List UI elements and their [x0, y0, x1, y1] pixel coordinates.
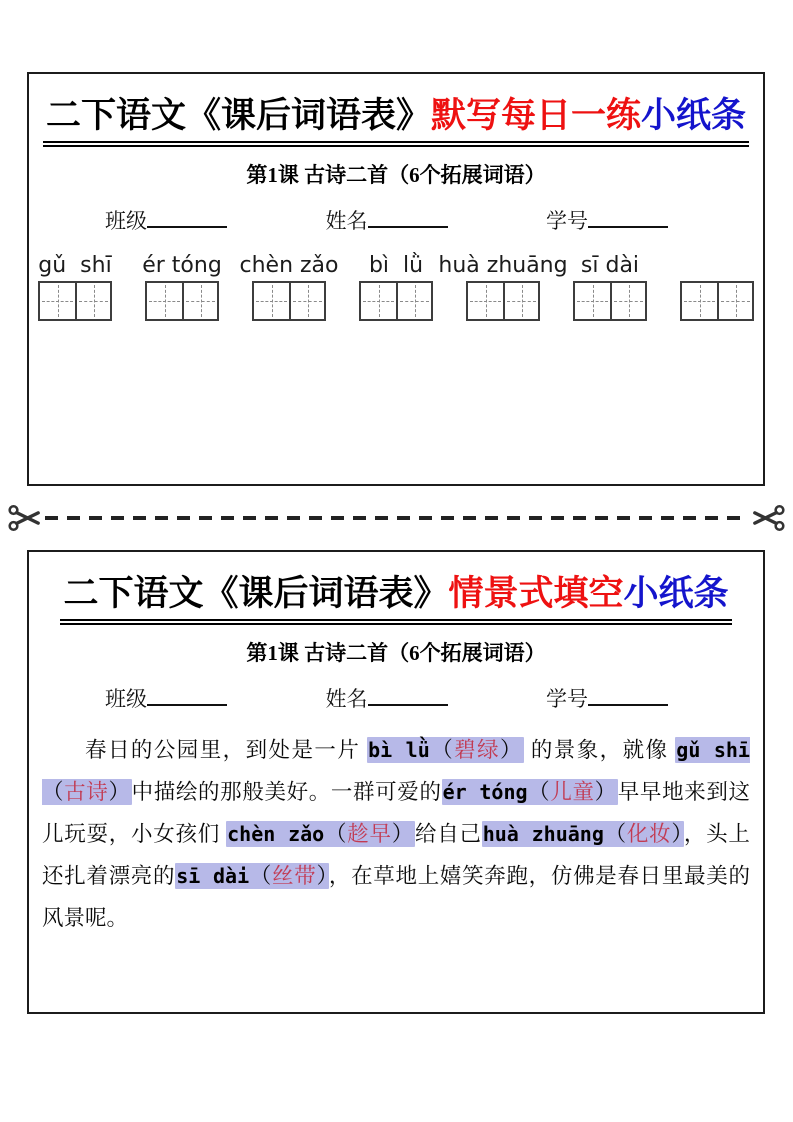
pinyin-label: chèn zǎo: [239, 253, 339, 278]
number-blank-line: [588, 685, 668, 706]
pinyin-word-group: [359, 251, 433, 321]
grid-cell: [717, 283, 752, 319]
pinyin-hint: chèn zǎo: [227, 822, 325, 846]
class-field: [105, 683, 227, 713]
writing-grid: [38, 281, 112, 321]
fill-blank: chèn zǎo（趁早）: [227, 822, 414, 846]
number-field: [546, 205, 668, 235]
dictation-slip: [27, 72, 765, 486]
pinyin-word-group: [680, 251, 754, 321]
writing-grid: [680, 281, 754, 321]
student-info-row: [29, 683, 763, 713]
student-info-row: [29, 205, 763, 235]
grid-cell: [503, 283, 538, 319]
pinyin-word-group: [239, 251, 339, 321]
name-field: [326, 683, 448, 713]
cut-line-divider: [7, 501, 786, 535]
slip-title: [43, 88, 749, 147]
answer-word: 丝带: [272, 864, 317, 888]
answer-word: 趁早: [347, 822, 392, 846]
answer-word: 化妆: [626, 822, 672, 846]
slip-title: [60, 566, 731, 625]
story-paragraph: 春日的公园里，到处是一片 bì lǜ（碧绿） 的景象，就像 gǔ shī（古诗）中描绘的那般美好。一群可爱的ér tóng（儿童）早早地来到这儿玩耍，小女孩们 chèn zǎo（趁早）给自己huà zhuāng（化妆），头上还扎着漂亮的sī dài（丝带），在草地上嬉笑奔跑，仿佛是春日里最美的风景呢。: [42, 738, 750, 930]
pinyin-hint: sī dài: [176, 864, 250, 888]
grid-cell: [575, 283, 610, 319]
pinyin-hint: huà zhuāng: [482, 822, 604, 846]
grid-cell: [182, 283, 217, 319]
fill-blank: huà zhuāng（化妆）: [482, 822, 683, 846]
fill-blank: gǔ shī（古诗）: [42, 738, 750, 804]
answer-word: 儿童: [550, 780, 595, 804]
writing-grid: [145, 281, 219, 321]
pinyin-word-group: [573, 251, 647, 321]
scissors-icon: [7, 501, 41, 535]
pinyin-word-group: [142, 251, 222, 321]
fill-blank: sī dài（丝带）: [176, 864, 328, 888]
name-field: [326, 205, 448, 235]
number-field: [546, 683, 668, 713]
pinyin-hint: ér tóng: [442, 780, 528, 804]
class-blank-line: [147, 685, 227, 706]
fill-blank: bì lǜ（碧绿）: [368, 738, 523, 762]
number-blank-line: [588, 207, 668, 228]
dashed-cut-line: [45, 516, 748, 520]
slip-title-row: [29, 88, 763, 147]
title-part-red: 情景式填空: [448, 574, 624, 613]
class-label: 班级: [105, 687, 147, 711]
grid-cell: [610, 283, 645, 319]
pinyin-label: huà zhuāng: [438, 253, 568, 278]
title-part-black: 二下语文《课后词语表》: [45, 96, 431, 135]
grid-cell: [682, 283, 717, 319]
lesson-subtitle: 第1课 古诗二首（6个拓展词语）: [246, 641, 546, 665]
pinyin-grid-row: [29, 251, 763, 321]
pinyin-label: ér tóng: [142, 253, 222, 278]
title-part-black: 二下语文《课后词语表》: [63, 574, 449, 613]
grid-cell: [361, 283, 396, 319]
pinyin-hint: gǔ shī: [676, 738, 750, 762]
title-part-blue: 小纸条: [623, 574, 729, 613]
pinyin-word-group: [38, 251, 112, 321]
class-blank-line: [147, 207, 227, 228]
grid-cell: [75, 283, 110, 319]
pinyin-label: sī dài: [580, 253, 640, 278]
writing-grid: [359, 281, 433, 321]
pinyin-word-group: [438, 251, 568, 321]
name-label: 姓名: [325, 687, 368, 711]
class-field: [105, 205, 227, 235]
number-label: 学号: [546, 687, 588, 711]
name-blank-line: [368, 685, 448, 706]
name-label: 姓名: [325, 209, 368, 233]
answer-word: 碧绿: [454, 738, 501, 762]
grid-cell: [40, 283, 75, 319]
answer-word: 古诗: [64, 780, 109, 804]
writing-grid: [466, 281, 540, 321]
fill-in-slip: [27, 550, 765, 1014]
name-blank-line: [368, 207, 448, 228]
pinyin-label: bì lǜ: [368, 253, 424, 278]
grid-cell: [147, 283, 182, 319]
lesson-subtitle: 第1课 古诗二首（6个拓展词语）: [246, 163, 546, 187]
grid-cell: [468, 283, 503, 319]
writing-grid: [573, 281, 647, 321]
number-label: 学号: [546, 209, 588, 233]
slip-title-row: [29, 566, 763, 625]
fill-blank: ér tóng（儿童）: [442, 780, 617, 804]
scissors-icon: [752, 501, 786, 535]
pinyin-hint: bì lǜ: [368, 738, 430, 762]
class-label: 班级: [105, 209, 147, 233]
grid-cell: [289, 283, 324, 319]
writing-grid: [252, 281, 326, 321]
title-part-blue: 小纸条: [641, 96, 747, 135]
grid-cell: [396, 283, 431, 319]
grid-cell: [254, 283, 289, 319]
pinyin-label: gǔ shī: [38, 253, 112, 278]
title-part-red: 默写每日一练: [430, 96, 641, 135]
